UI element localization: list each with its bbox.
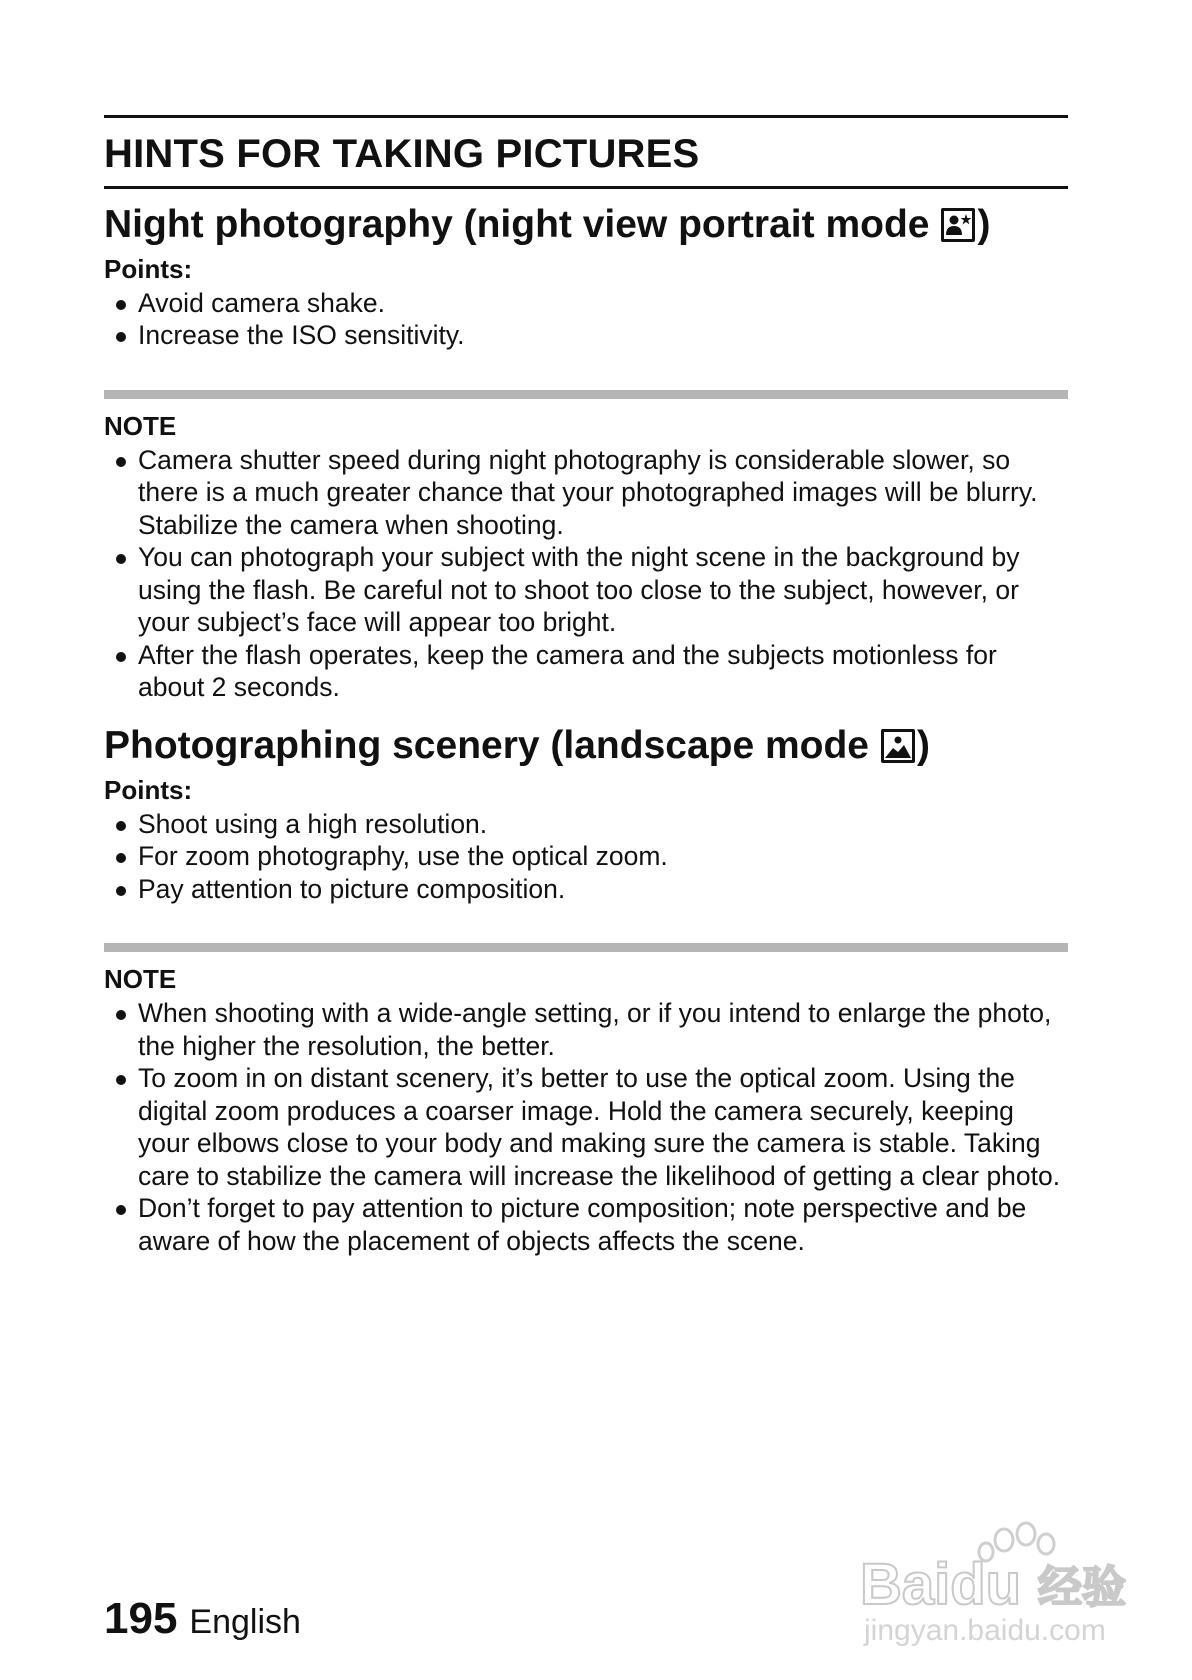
landscape-heading <box>104 724 1068 769</box>
landscape-notes-list <box>104 997 1068 1257</box>
landscape-heading-text: Photographing scenery (landscape mode <box>104 723 869 767</box>
list-item: When shooting with a wide-angle setting, or if you intend to enlarge the photo, the higher the resolution, the better. <box>104 997 1068 1062</box>
watermark-url: jingyan.baidu.com <box>864 1614 1106 1647</box>
list-item: Increase the ISO sensitivity. <box>104 319 1068 352</box>
landscape-note-rule <box>104 943 1068 952</box>
landscape-icon <box>881 729 915 763</box>
landscape-points-list <box>104 808 1068 906</box>
list-item: You can photograph your subject with the night scene in the background by using the flash. Be careful not to shoot too close to the subject, however, or your subject’s face will appear too bright. <box>104 541 1068 639</box>
night-notes-list <box>104 444 1068 704</box>
night-points-label: Points: <box>104 253 193 284</box>
watermark-brand: Baidu <box>860 1552 1022 1617</box>
page-footer <box>104 1594 301 1643</box>
section-title: HINTS FOR TAKING PICTURES <box>104 132 700 176</box>
landscape-heading-close: ) <box>917 723 930 767</box>
landscape-points-label: Points: <box>104 774 193 805</box>
page-number: 195 <box>104 1594 178 1643</box>
night-note-rule <box>104 390 1068 399</box>
section-rule <box>104 186 1068 189</box>
list-item: Shoot using a high resolution. <box>104 808 1068 841</box>
page-language: English <box>189 1603 301 1641</box>
list-item: After the flash operates, keep the camera and the subjects motionless for about 2 seconds. <box>104 639 1068 704</box>
list-item: Pay attention to picture composition. <box>104 873 1068 906</box>
top-rule <box>104 115 1068 118</box>
list-item: Camera shutter speed during night photography is considerable slower, so there is a much greater chance that your photographed images will be blurry. Stabilize the camera when shooting. <box>104 444 1068 542</box>
night-heading <box>104 203 1068 248</box>
list-item: Avoid camera shake. <box>104 287 1068 320</box>
page-content <box>104 115 1068 1257</box>
landscape-note-label: NOTE <box>104 964 177 995</box>
night-portrait-icon <box>941 208 975 242</box>
watermark-cn: 经验 <box>1038 1563 1126 1612</box>
baidu-watermark-logo <box>856 1512 1136 1652</box>
night-heading-close: ) <box>977 203 991 246</box>
list-item: For zoom photography, use the optical zoom. <box>104 840 1068 873</box>
night-points-list <box>104 287 1068 352</box>
list-item: To zoom in on distant scenery, it’s better to use the optical zoom. Using the digital zoom produces a coarser image. Hold the camera securely, keeping your elbows close to your body and making sure the camera is stable. Taking care to stabilize the camera will increase the likelihood of getting a clear photo. <box>104 1062 1068 1192</box>
night-heading-text: Night photography (night view portrait mode <box>104 203 930 246</box>
list-item: Don’t forget to pay attention to picture composition; note perspective and be aware of how the placement of objects affects the scene. <box>104 1192 1068 1257</box>
night-note-label: NOTE <box>104 410 177 441</box>
